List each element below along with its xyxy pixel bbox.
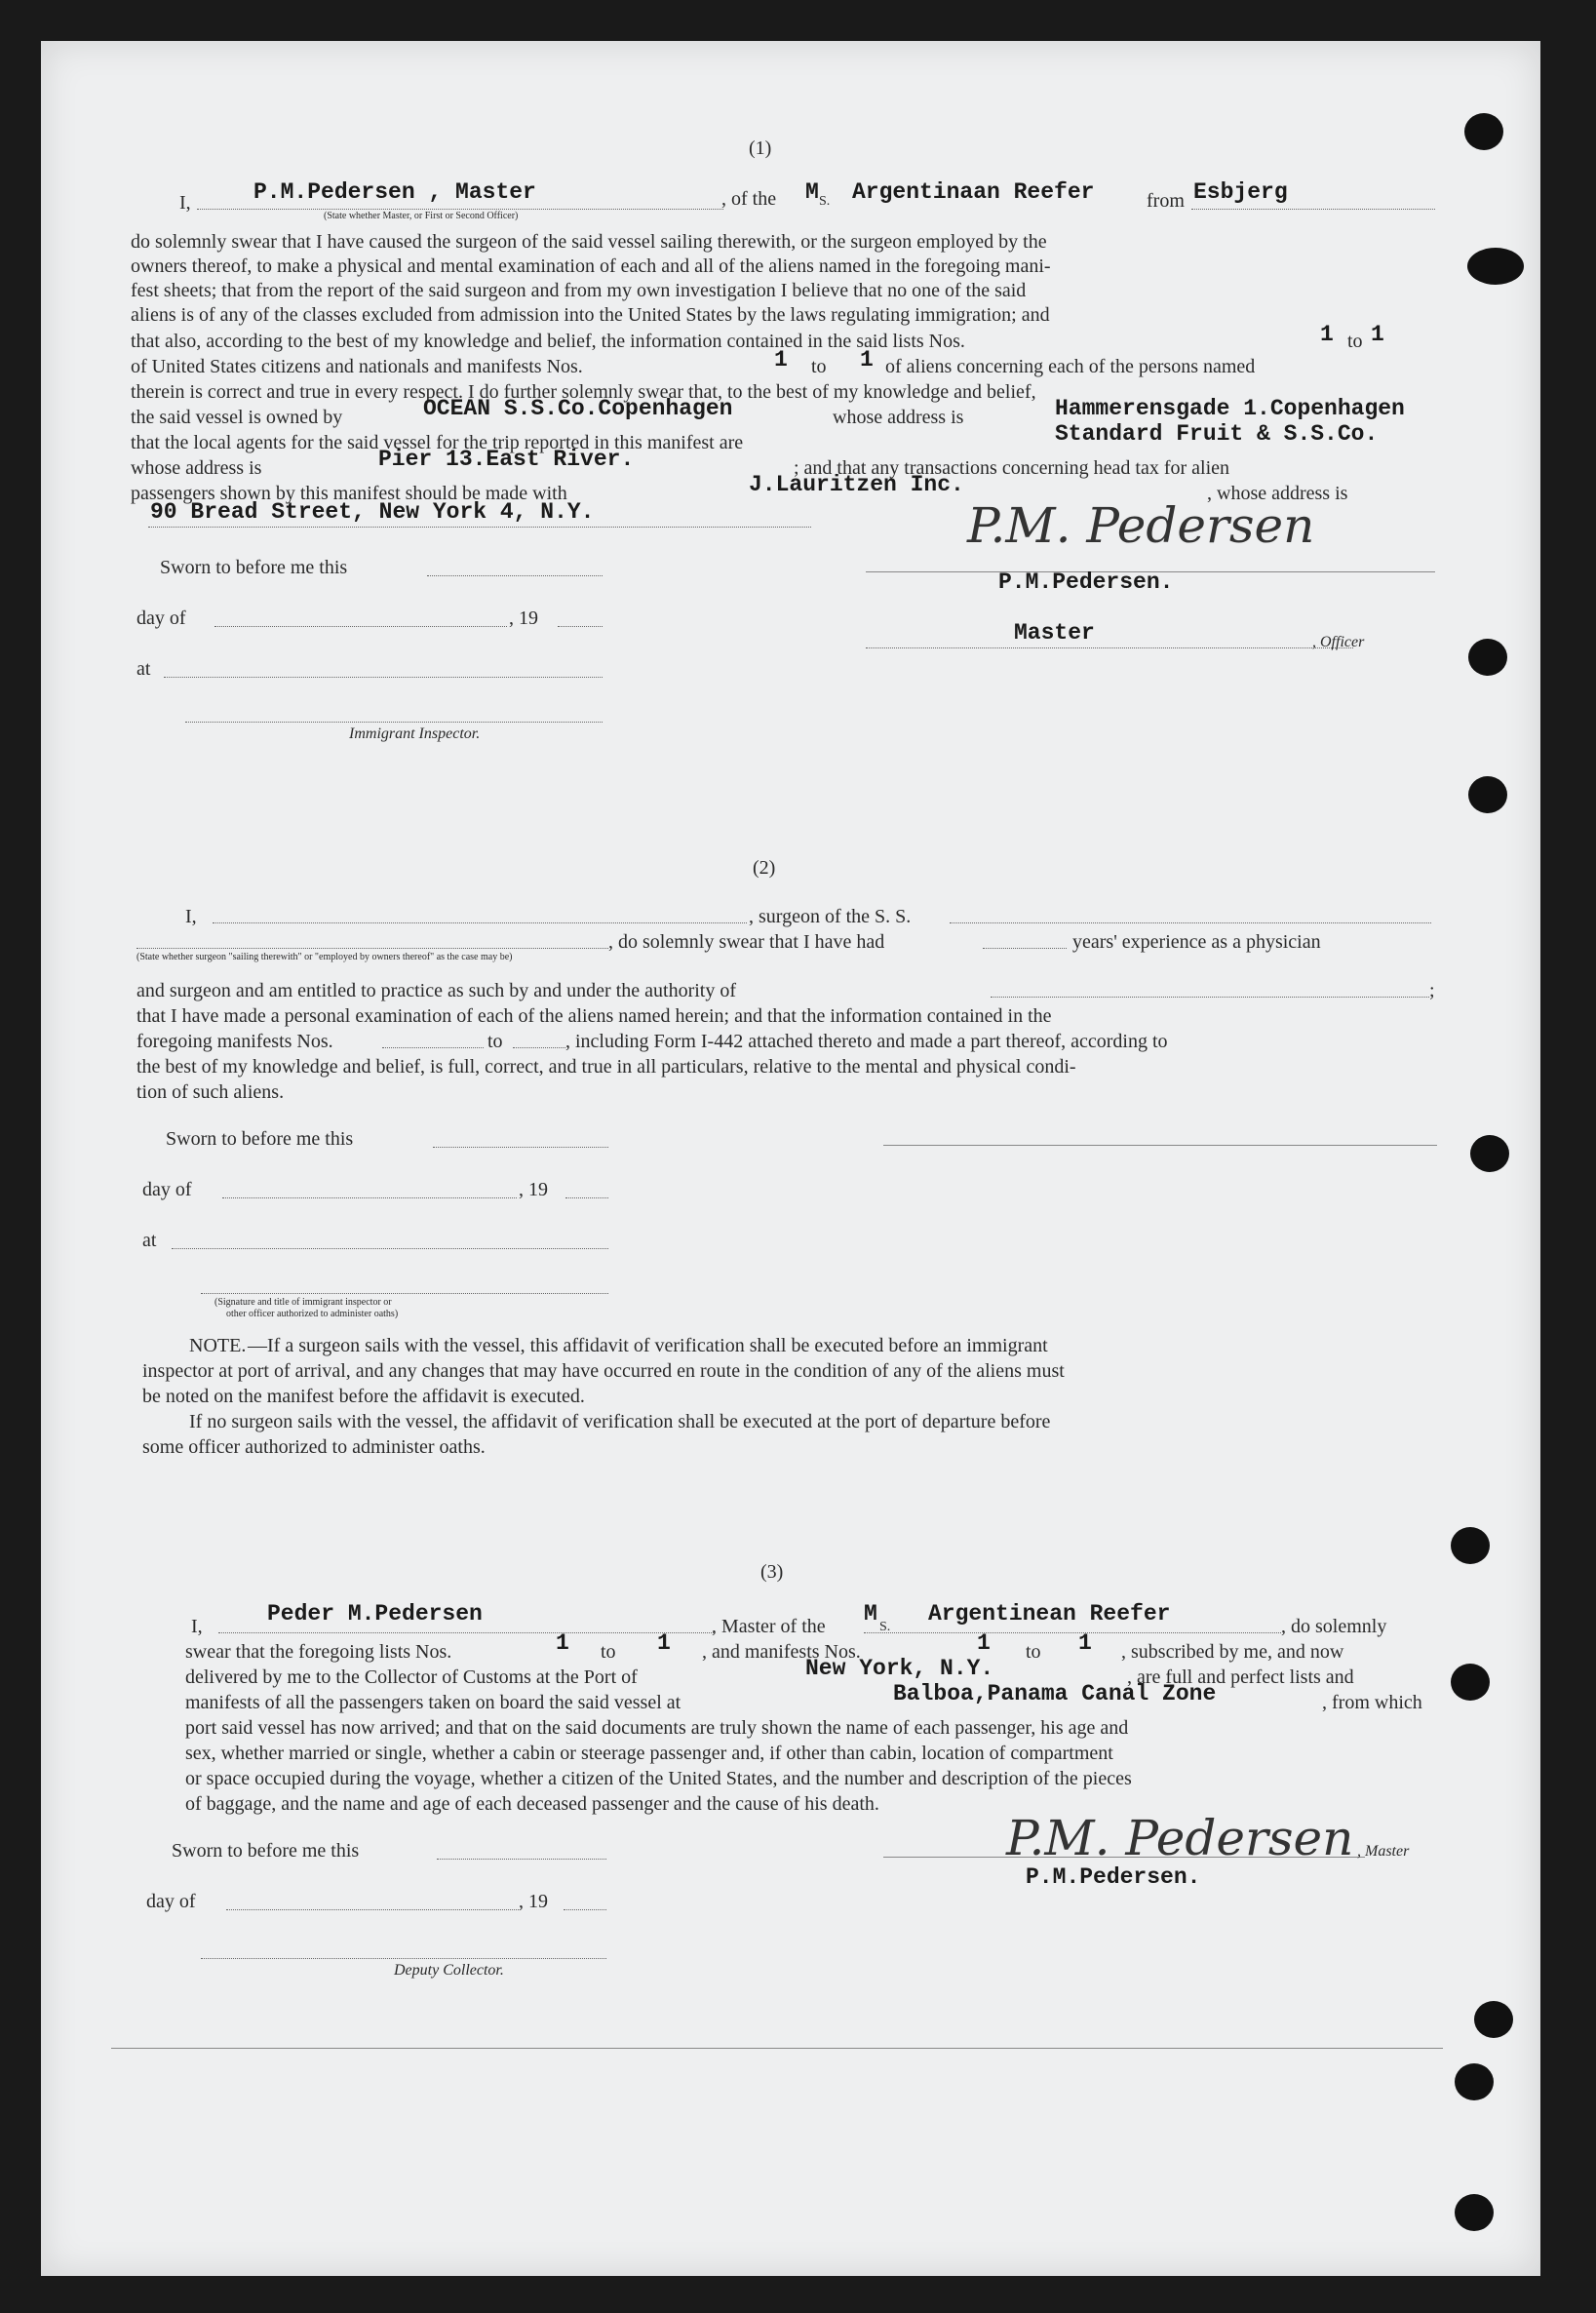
oath3-line-8: of baggage, and the name and age of each deceased passenger and the cause of his death.	[185, 1793, 879, 1815]
note-line-4: If no surgeon sails with the vessel, the affidavit of verification shall be executed at the port of departure before	[189, 1411, 1051, 1432]
punch-hole	[1464, 113, 1503, 150]
authority-line	[991, 997, 1429, 998]
signer-typed: P.M.Pedersen.	[1026, 1864, 1201, 1890]
sig-note-1: (Signature and title of immigrant inspector or	[214, 1297, 392, 1308]
oath3-line-2b: , and manifests Nos.	[702, 1641, 861, 1663]
surgeon-signature-line	[883, 1145, 1437, 1146]
oath3-line-3b: , are full and perfect lists and	[1127, 1666, 1354, 1688]
surgeon-of-label: , surgeon of the S. S.	[749, 906, 912, 927]
owner-address: Hammerensgade 1.Copenhagen	[1055, 396, 1405, 421]
oath3-line-4a: manifests of all the passengers taken on board the said vessel at	[185, 1692, 681, 1713]
master-of-label: , Master of the	[712, 1616, 826, 1637]
oath-line-4: aliens is of any of the classes excluded from admission into the United States by the laws regulating immigration; and	[131, 304, 1050, 326]
manifests-to: 1	[1078, 1630, 1092, 1656]
oath2-line-4: that I have made a personal examination of each of the aliens named herein; and that the information contained in the	[136, 1005, 1052, 1027]
oath2-line-7: tion of such aliens.	[136, 1081, 285, 1103]
master-signature: P.M. Pedersen	[1006, 1810, 1354, 1866]
sworn-label: Sworn to before me this	[166, 1128, 354, 1150]
surgeon-name-line	[213, 922, 747, 923]
manifest-page	[41, 41, 1540, 2276]
oath3-line-3a: delivered by me to the Collector of Customs at the Port of	[185, 1666, 638, 1688]
oath3-line-2a: swear that the foregoing lists Nos.	[185, 1641, 452, 1663]
of-the-label: , of the	[721, 188, 777, 210]
oath2-line-2: , do solemnly swear that I have had	[608, 931, 885, 953]
oath2-line-5a: foregoing manifests Nos.	[136, 1031, 333, 1052]
day-of-label: day of	[146, 1891, 196, 1912]
lists-from: 1	[1320, 322, 1334, 347]
officer-line	[866, 647, 1353, 648]
nos-from-line	[382, 1047, 484, 1048]
vessel-prefix: M	[805, 179, 819, 205]
lists-from: 1	[556, 1630, 569, 1656]
inspector-label: Immigrant Inspector.	[349, 725, 481, 742]
bottom-rule	[111, 2048, 1443, 2049]
signature-title-line	[201, 1293, 608, 1294]
address-line	[148, 527, 811, 528]
oath2-line-5b: to	[487, 1031, 503, 1052]
note-line-3: be noted on the manifest before the affidavit is executed.	[142, 1386, 585, 1407]
state-note: (State whether surgeon "sailing therewith" or "employed by owners thereof" as the case may be)	[136, 952, 513, 962]
nos-to-line	[513, 1047, 565, 1048]
at-label: at	[136, 658, 151, 680]
state-note: (State whether Master, or First or Second Officer)	[324, 211, 519, 221]
year-label: , 19	[509, 608, 538, 629]
port-line	[1191, 209, 1435, 210]
oath-line-5: that also, according to the best of my knowledge and belief, the information contained in the said lists Nos.	[131, 331, 965, 352]
oath-line-6a: of United States citizens and nationals and manifests Nos.	[131, 356, 583, 377]
sworn-label: Sworn to before me this	[172, 1840, 360, 1862]
at-label: at	[142, 1230, 157, 1251]
vessel-prefix-s: S.	[819, 194, 831, 209]
master-label: , Master	[1357, 1843, 1410, 1860]
oath3-line-4b: , from which	[1322, 1692, 1422, 1713]
day-line	[226, 1909, 519, 1910]
sworn-line	[433, 1147, 608, 1148]
manifests-to: 1	[860, 347, 874, 372]
title-typed: Master	[1014, 620, 1095, 646]
note-line-1: —If a surgeon sails with the vessel, this affidavit of verification shall be executed before an immigrant	[248, 1335, 1048, 1356]
oath2-line-2b: years' experience as a physician	[1072, 931, 1321, 953]
punch-hole	[1455, 2063, 1494, 2100]
master-name: P.M.Pedersen , Master	[253, 179, 536, 205]
to-word: to	[601, 1641, 616, 1663]
agents-address: Pier 13.East River.	[378, 447, 635, 472]
oath3-line-6: sex, whether married or single, whether a cabin or steerage passenger and, if other than cabin, location of compartment	[185, 1743, 1113, 1764]
semicolon: ;	[1429, 980, 1435, 1001]
sworn-line	[427, 575, 603, 576]
oath-line-11b: , whose address is	[1207, 483, 1348, 504]
state-line	[136, 948, 608, 949]
officer-label: , Officer	[1312, 634, 1365, 650]
departure-port: Esbjerg	[1193, 179, 1288, 205]
lists-to: 1	[1371, 322, 1384, 347]
sworn-line	[437, 1859, 606, 1860]
vessel-prefix-s: S.	[879, 1620, 891, 1634]
sig-note-2: other officer authorized to administer oaths)	[226, 1309, 399, 1319]
day-of-label: day of	[142, 1179, 192, 1200]
oath-line-2: owners thereof, to make a physical and mental examination of each and all of the aliens named in the foregoing mani-	[131, 255, 1051, 277]
head-tax-agent: J.Lauritzen Inc.	[749, 472, 964, 497]
section-number: (3)	[760, 1561, 784, 1583]
oath-line-7: therein is correct and true in every respect. I do further solemnly swear that, to the best of my knowledge and belief,	[131, 381, 1036, 403]
signer-typed: P.M.Pedersen.	[998, 569, 1174, 595]
oath-line-10b: ; and that any transactions concerning head tax for alien	[794, 457, 1230, 479]
vessel-prefix: M	[864, 1601, 877, 1627]
day-of-label: day of	[136, 608, 186, 629]
punch-hole	[1474, 2001, 1513, 2038]
manifests-from: 1	[977, 1630, 991, 1656]
at-line	[164, 677, 603, 678]
name-line	[218, 1632, 714, 1633]
note-line-2: inspector at port of arrival, and any changes that may have occurred en route in the condition of any of the aliens must	[142, 1360, 1065, 1382]
signature-line	[883, 1857, 1365, 1858]
oath2-line-6: the best of my knowledge and belief, is full, correct, and true in all particulars, relative to the mental and physical condi-	[136, 1056, 1076, 1078]
years-line	[983, 948, 1067, 949]
punch-hole	[1470, 1135, 1509, 1172]
solemnly-label: , do solemnly	[1281, 1616, 1387, 1637]
from-label: from	[1147, 190, 1185, 212]
punch-hole	[1455, 2194, 1494, 2231]
lists-to: 1	[657, 1630, 671, 1656]
punch-hole	[1467, 248, 1524, 285]
deputy-line	[201, 1958, 606, 1959]
year-label: , 19	[519, 1891, 548, 1912]
at-line	[172, 1248, 608, 1249]
arrival-port: New York, N.Y.	[805, 1656, 994, 1681]
oath-line-6b: of aliens concerning each of the persons named	[885, 356, 1256, 377]
owner-name: OCEAN S.S.Co.Copenhagen	[423, 396, 733, 421]
oath2-line-3: and surgeon and am entitled to practice as such by and under the authority of	[136, 980, 736, 1001]
ss-line	[950, 922, 1431, 923]
oath3-line-7: or space occupied during the voyage, whether a citizen of the United States, and the number and description of the pieces	[185, 1768, 1132, 1789]
oath-line-9a: that the local agents for the said vessel for the trip reported in this manifest are	[131, 432, 744, 453]
inspector-line	[185, 722, 603, 723]
oath-line-3: fest sheets; that from the report of the said surgeon and from my own investigation I believe that no one of the said	[131, 280, 1027, 301]
punch-hole	[1451, 1664, 1490, 1701]
i-label: I,	[185, 906, 197, 927]
sworn-label: Sworn to before me this	[160, 557, 348, 578]
section-number: (2)	[753, 857, 776, 879]
i-label: I,	[179, 192, 191, 214]
to-word: to	[1026, 1641, 1041, 1663]
oath-line-10a: whose address is	[131, 457, 262, 479]
oath-line-1: do solemnly swear that I have caused the surgeon of the said vessel sailing therewith, or the surgeon employed by the	[131, 231, 1047, 253]
master-signature: P.M. Pedersen	[967, 497, 1315, 554]
section-number: (1)	[749, 137, 772, 159]
departure-port: Balboa,Panama Canal Zone	[893, 1681, 1217, 1706]
manifests-from: 1	[774, 347, 788, 372]
punch-hole	[1468, 776, 1507, 813]
day-line	[222, 1197, 517, 1198]
deputy-label: Deputy Collector.	[394, 1962, 504, 1979]
oath2-line-5c: , including Form I-442 attached thereto and made a part thereof, according to	[565, 1031, 1168, 1052]
year-label: , 19	[519, 1179, 548, 1200]
master-name: Peder M.Pedersen	[267, 1601, 483, 1627]
oath-line-11a: passengers shown by this manifest should be made with	[131, 483, 567, 504]
note-line-5: some officer authorized to administer oaths.	[142, 1436, 486, 1458]
vessel-name: Argentinean Reefer	[928, 1601, 1171, 1627]
name-line	[197, 209, 723, 210]
oath3-line-2c: , subscribed by me, and now	[1121, 1641, 1344, 1663]
year-line	[565, 1197, 608, 1198]
manifests-to-word: to	[811, 356, 827, 377]
oath-line-8b: whose address is	[833, 407, 964, 428]
lists-to-word: to	[1347, 331, 1363, 352]
vessel-name: Argentinaan Reefer	[852, 179, 1095, 205]
local-agents: Standard Fruit & S.S.Co.	[1055, 421, 1379, 447]
note-label: NOTE.	[189, 1335, 247, 1356]
oath3-line-5: port said vessel has now arrived; and that on the said documents are truly shown the name of each passenger, his age and	[185, 1717, 1129, 1739]
year-line	[558, 626, 603, 627]
punch-hole	[1468, 639, 1507, 676]
year-line	[564, 1909, 606, 1910]
day-line	[214, 626, 507, 627]
i-label: I,	[191, 1616, 203, 1637]
punch-hole	[1451, 1527, 1490, 1564]
vessel-line	[864, 1632, 1281, 1633]
head-tax-address: 90 Bread Street, New York 4, N.Y.	[150, 499, 595, 525]
oath-line-8a: the said vessel is owned by	[131, 407, 343, 428]
